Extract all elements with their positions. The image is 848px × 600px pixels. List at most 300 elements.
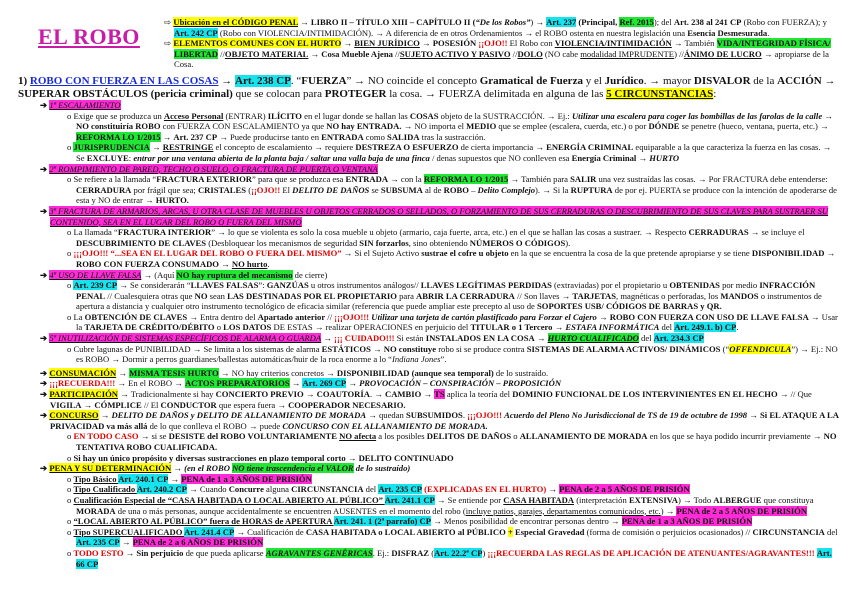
- text-segment: → Si el Sujeto Activo: [341, 248, 422, 259]
- sub-bullet-item: [18, 227, 840, 248]
- text-segment: // Cualesquiera otras que: [105, 290, 195, 301]
- text-segment: EXTENSIVA: [628, 494, 678, 505]
- text-segment: NO tiene trascendencia el VALOR: [232, 463, 354, 474]
- text-segment: //: [217, 48, 225, 59]
- text-segment: DOMINIO FUNCIONAL DE LOS INTERVINIENTES EN EL HECHO: [512, 389, 778, 400]
- text-segment: PENA de 2 a 5 AÑOS DE PRISIÓN: [559, 484, 690, 495]
- text-segment: El Robo con: [509, 38, 555, 49]
- text-segment: COAUTORÍA: [316, 389, 370, 400]
- text-segment: Delito Complejo: [477, 184, 536, 195]
- text-segment: NO hurto: [231, 258, 268, 269]
- text-segment: de cierre): [292, 269, 328, 280]
- text-segment: o: [511, 431, 520, 442]
- text-segment: CRISTALES: [197, 184, 247, 195]
- text-segment: SALIR: [570, 174, 597, 185]
- document-title: EL ROBO: [38, 24, 140, 49]
- text-segment: CERRADURAS: [688, 227, 749, 238]
- text-segment: → con la: [388, 174, 424, 185]
- text-segment: :: [713, 87, 717, 100]
- text-segment: RUPTURA: [570, 184, 613, 195]
- text-segment: Energía Criminal: [571, 152, 637, 163]
- text-segment: →: [821, 75, 836, 87]
- text-segment: 1): [18, 75, 30, 87]
- text-segment: o: [67, 110, 74, 121]
- text-segment: → Entra dentro del: [187, 311, 258, 322]
- text-segment: POSESIÓN: [432, 38, 477, 49]
- text-segment: MEDIO: [466, 121, 497, 132]
- text-segment: Esencia Desmesurada: [687, 27, 768, 38]
- text-segment: ).: [565, 237, 571, 248]
- text-segment: del: [363, 484, 379, 495]
- text-segment: Art. 241.1 CP: [384, 494, 435, 505]
- text-segment: → apropiarse de la Cosa.: [174, 48, 829, 70]
- text-segment: (forma de comisión o perjuicios ocasionados) //: [584, 526, 753, 537]
- text-segment: HURTO: [649, 152, 680, 163]
- text-segment: ➔: [40, 269, 50, 280]
- text-segment: equiparable a la que caracteriza la fuerza en las cosas. → Se: [76, 142, 832, 163]
- text-segment: → si se: [138, 431, 169, 442]
- text-segment: HURTO CUALIFICADO: [547, 333, 639, 344]
- text-segment: PARTICIPACIÓN: [49, 389, 118, 400]
- sub-bullet-item: [18, 516, 840, 527]
- text-segment: ): [482, 547, 488, 558]
- text-segment: VIDA/INTEGRIDAD FÍSICA/ LIBERTAD: [174, 38, 831, 59]
- text-segment: LOS DATOS: [223, 322, 272, 333]
- text-segment: ¡¡¡ CUIDADO!!!: [334, 333, 395, 344]
- text-segment: (Robo con VIOLENCIA/INTIMIDACIÓN). → A diferencia de en otros Ordenamientos → el ROBO ostenta en nuestra legislación una: [217, 27, 688, 38]
- text-segment: ROBO CON FUERZA EN LAS COSAS: [29, 75, 219, 87]
- text-segment: Acuerdo del Pleno No Jurisdiccional de TS de 19 de octubre de 1998: [504, 410, 748, 421]
- text-segment: →: [308, 48, 322, 59]
- text-segment: ”) → Ej.: NO es ROBO → Dormir a perros guardianes/ballestas automáticas/huir de la roca enorme a lo “: [76, 343, 838, 365]
- sub-bullet-item: [18, 344, 840, 365]
- text-segment: La llamada “: [73, 227, 118, 238]
- text-segment: Utilizar una tarjeta de cartón plastificado para Forzar el Cajero: [371, 311, 597, 322]
- text-segment: por medio: [719, 280, 760, 291]
- text-segment: →: [419, 38, 433, 49]
- text-segment: VIGILA: [50, 399, 82, 410]
- text-segment: Art. 235 CP: [76, 537, 120, 548]
- text-segment: o: [67, 473, 74, 484]
- text-segment: NO constituiría ROBO: [76, 121, 161, 132]
- text-segment: LLAVES FALSAS: [190, 280, 259, 291]
- text-segment: →: [747, 410, 760, 421]
- text-segment: PROVOCACIÓN – CONSPIRACIÓN – PROPOSICIÓN: [359, 378, 562, 389]
- text-segment: Gramatical de Fuerza: [479, 75, 583, 87]
- text-segment: se penetre (hueco, ventana, puerta, etc.) →: [679, 121, 829, 132]
- text-segment: →: [116, 367, 130, 378]
- text-segment: ) → Todo: [677, 494, 714, 505]
- text-segment: NÚMEROS O CÓDIGOS: [469, 237, 566, 248]
- text-segment: NO hay ENTRADA.: [326, 121, 402, 132]
- text-segment: a los posibles: [376, 431, 427, 442]
- text-segment: COOPERADOR NECESARIO.: [288, 399, 406, 410]
- text-segment: COSAS: [409, 110, 439, 121]
- text-segment: SUBSUMA: [380, 184, 423, 195]
- text-segment: →: [552, 322, 566, 333]
- text-segment: ➔: [40, 205, 50, 216]
- text-segment: SIN forzarlos: [359, 237, 409, 248]
- text-segment: Art. 237 CP: [173, 131, 218, 142]
- text-segment: ¡¡¡OJO!!! “...SEA EN EL LUGAR DEL ROBO O FUERA DEL MISMO”: [73, 248, 342, 259]
- bullet-item: [18, 333, 840, 344]
- text-segment: se: [369, 184, 381, 195]
- text-segment: 1ª ESCALAMIENTO: [49, 100, 121, 110]
- text-segment: ¡¡¡RECUERDA LAS REGLAS DE APLICACIÓN DE ATENUANTES/AGRAVANTES!!!: [487, 547, 815, 558]
- text-segment: . Ej.:: [372, 547, 392, 558]
- text-segment: EXCLUYE: [86, 152, 129, 163]
- text-segment: SUJETO ACTIVO Y PASIVO: [399, 48, 511, 59]
- text-segment: Jurídico: [604, 75, 644, 87]
- text-segment: –: [468, 184, 478, 195]
- text-segment: el concepto de escalamiento → requiere: [213, 142, 356, 153]
- text-segment: o: [67, 452, 74, 463]
- text-segment: Art. 235 CP: [378, 484, 423, 495]
- text-segment: o: [67, 494, 74, 505]
- text-segment: la cosa. → FUERZA delimitada en alguna de las: [386, 87, 607, 100]
- text-segment: o: [67, 248, 74, 259]
- text-segment: Art. 66 CP: [76, 547, 832, 569]
- text-segment: o: [67, 431, 74, 442]
- text-segment: CONCURSO CON EL ALLANAMIENTO DE MORADA.: [282, 420, 488, 431]
- text-segment: de lo sustraído.: [493, 367, 549, 378]
- text-segment: NO TENTATIVA ROBO CUALIFICADA.: [76, 431, 837, 452]
- text-segment: o: [67, 142, 74, 153]
- text-segment: que se colocan para: [232, 87, 325, 100]
- text-segment: // El: [141, 399, 161, 410]
- text-segment: Art. 249.1. b) CP: [674, 322, 737, 333]
- text-segment: TITULAR o 1 Tercero: [470, 322, 553, 333]
- text-segment: ). → Si la: [535, 184, 571, 195]
- text-segment: // Son llaves →: [514, 290, 573, 301]
- text-segment: DE ESTAS → realizar OPERACIONES en perjuicio del: [271, 322, 471, 333]
- text-segment: ESTAFA INFORMÁTICA: [565, 322, 660, 333]
- text-segment: de la: [750, 75, 778, 87]
- text-segment: (en el ROBO: [184, 463, 233, 474]
- text-segment: → LIBRO II – TÍTULO XIII – CAPÍTULO II (: [297, 17, 476, 27]
- text-segment: CASA HABITADA: [503, 494, 575, 505]
- text-segment: Art. 241.4 CP: [184, 526, 235, 537]
- text-segment: .: [767, 27, 770, 38]
- text-segment: Apartado anterior: [257, 311, 326, 322]
- text-segment: al de: [422, 184, 444, 195]
- text-segment: modalidad IMPRUDENTE: [580, 48, 675, 59]
- bullet-item: [18, 368, 840, 379]
- sub-bullet-item: [18, 111, 840, 143]
- text-segment: :: [128, 152, 134, 163]
- text-segment: → NO hay criterios concretos →: [218, 367, 337, 378]
- text-segment: (“: [720, 343, 730, 354]
- text-segment: CERRADURA: [76, 184, 132, 195]
- text-segment: TARJETA DE CRÉDITO/DÉBITO: [84, 322, 215, 333]
- text-segment: NO: [194, 290, 208, 301]
- sub-bullet-item: [18, 431, 840, 452]
- text-segment: →: [546, 484, 560, 495]
- text-segment: → Se entiende por: [434, 494, 504, 505]
- text-segment: ÁNIMO DE LUCRO: [683, 48, 762, 59]
- text-segment: ENTRADA: [345, 174, 389, 185]
- sub-bullet-item: [18, 453, 840, 464]
- text-segment: DESCUBRIMIENTO DE CLAVES: [76, 237, 207, 248]
- text-segment: Si EL ATAQUE A LA PRIVACIDAD va más allá: [50, 410, 839, 431]
- header-notes: [164, 17, 840, 70]
- text-segment: (: [429, 547, 435, 558]
- text-segment: PENA de 1 a 3 AÑOS DE PRISIÓN: [621, 516, 753, 527]
- text-segment: u otros instrumentos análogos//: [308, 280, 421, 291]
- text-segment: →: [123, 547, 137, 558]
- text-segment: //: [325, 311, 335, 322]
- text-segment: ¡¡OJO!!: [476, 38, 510, 49]
- text-segment: //: [510, 48, 518, 59]
- text-segment: DESISTE del ROBO VOLUNTARIAMENTE: [168, 431, 337, 442]
- text-segment: PENA de 2 a 6 AÑOS DE PRISIÓN: [132, 537, 264, 548]
- text-segment: Exige que se produzca un: [73, 110, 164, 121]
- text-segment: ALLANAMIENTO DE MORADA: [519, 431, 648, 442]
- text-segment: “LOCAL ABIERTO AL PÚBLICO” fuera de HORAS de APERTURA: [73, 516, 334, 527]
- text-segment: REFORMA LO 1/2015: [423, 174, 509, 185]
- text-segment: →: [345, 452, 359, 463]
- text-segment: →: [168, 473, 182, 484]
- text-segment: NO constituye: [383, 343, 437, 354]
- text-segment: ROBO CON FUERZA CONSUMADO: [76, 258, 219, 269]
- text-segment: →: [824, 248, 836, 259]
- text-segment: MANDOS: [720, 290, 759, 301]
- text-segment: (NO cabe: [542, 48, 581, 59]
- text-segment: →: [98, 410, 112, 421]
- bullet-item: [18, 463, 840, 474]
- text-segment: .: [736, 322, 739, 333]
- text-segment: →: [596, 311, 610, 322]
- text-segment: SOPORTES USB/ CÓDIGOS DE BARRAS y QR.: [537, 301, 722, 312]
- text-segment: DISVALOR: [693, 75, 751, 87]
- text-segment: →: [822, 110, 833, 121]
- text-segment: o: [67, 227, 74, 238]
- text-segment: ) →: [660, 505, 677, 516]
- text-segment: ) →: [530, 17, 547, 27]
- text-segment: o: [67, 280, 74, 291]
- text-segment: ➔: [40, 389, 50, 400]
- text-segment: Art. 242 CP: [174, 27, 218, 38]
- text-segment: TS: [434, 389, 445, 400]
- text-segment: (extraviadas) por el propietario u: [551, 280, 670, 291]
- text-segment: GANZÚAS: [266, 280, 309, 291]
- text-segment: →: [421, 389, 435, 400]
- text-segment: en el lugar donde se hallan las: [301, 110, 410, 121]
- text-segment: Cosa Mueble Ajena: [321, 48, 393, 59]
- text-segment: ➔: [40, 378, 50, 389]
- text-segment: ILÍCITO: [267, 110, 302, 121]
- bullet-item: [18, 389, 840, 410]
- text-segment: MISMA TESIS HURTO: [129, 367, 219, 378]
- text-segment: como: [363, 131, 388, 142]
- sub-bullet-item: [18, 142, 840, 163]
- text-segment: Cualificación Especial de “CASA HABITADA O LOCAL ABIERTO AL PÚBLICO”: [73, 494, 385, 505]
- text-segment: de que pueda aplicarse: [183, 547, 266, 558]
- text-segment: o: [67, 547, 74, 558]
- sub-bullet-item: [18, 280, 840, 312]
- text-segment: . → mayor: [643, 75, 694, 87]
- text-segment: robo si se produce contra: [436, 343, 527, 354]
- text-segment: EN TODO CASO: [73, 431, 139, 442]
- text-segment: FRACTURA EXTERIOR: [156, 174, 252, 185]
- text-segment: (Robo con FUERZA); y: [741, 17, 827, 27]
- text-segment: →: [370, 343, 384, 354]
- sub-bullet-item: [18, 248, 840, 269]
- text-segment: (Principal,: [576, 17, 620, 27]
- text-segment: OBTENIDAS: [669, 280, 720, 291]
- text-segment: o: [67, 311, 74, 322]
- text-segment: o instrumentos de apertura a distancia y cualquier otro instrumento tecnológico de eficacia similar (referencia que puede ampliar este precepto al uso de: [76, 290, 822, 312]
- section-heading: [18, 75, 840, 100]
- sub-bullet-item: [18, 548, 840, 569]
- text-segment: del: [638, 333, 654, 344]
- text-segment: PROTEGER: [324, 87, 387, 100]
- text-segment: Art. 240.1 CP: [118, 473, 169, 484]
- text-segment: INSTALADOS EN LA COSA: [425, 333, 535, 344]
- text-segment: Tipo SUPERCUALIFICADO: [73, 526, 185, 537]
- text-segment: objeto de la SUSTRACCIÓN. → Ej.:: [438, 110, 572, 121]
- text-segment: CONDUCTOR: [160, 399, 217, 410]
- bullet-item: [18, 100, 840, 111]
- text-segment: ➔: [40, 367, 50, 378]
- text-segment: FUERZA: [301, 75, 347, 87]
- text-segment: PENA de 1 a 3 AÑOS DE PRISIÓN: [181, 473, 312, 484]
- text-segment: o: [67, 516, 74, 527]
- text-segment: que se emplee (escalera, cuerda, etc.) o por: [496, 121, 649, 132]
- text-segment: ⇨: [164, 17, 174, 27]
- text-segment: sustrae el cofre u objeto: [421, 248, 509, 259]
- text-segment: //: [392, 48, 400, 59]
- text-segment: que espera fuera →: [216, 399, 289, 410]
- text-segment: JURISPRUDENCIA: [73, 142, 150, 153]
- bullet-item: [18, 410, 840, 431]
- text-segment: →: [218, 75, 235, 87]
- text-segment: →: [119, 537, 133, 548]
- text-segment: ➔: [40, 333, 50, 344]
- text-segment: ENTRADA: [321, 131, 364, 142]
- text-segment: tras la sustracción.: [419, 131, 486, 142]
- text-segment: CIRCUNSTANCIA: [291, 484, 364, 495]
- text-segment: ELEMENTOS COMUNES CON EL HURTO: [173, 38, 342, 49]
- text-segment: de una o más personas, aunque accidentalmente se encuentren AUSENTES en el momento del robo (: [115, 505, 466, 516]
- text-segment: ➔: [40, 163, 50, 174]
- text-segment: →: [303, 389, 317, 400]
- text-segment: VIOLENCIA/INTIMIDACIÓN: [554, 38, 672, 49]
- text-segment: NO afecta: [339, 431, 377, 442]
- text-segment: ACCIÓN: [777, 75, 822, 87]
- text-segment: +: [507, 526, 513, 537]
- text-segment: que constituya: [761, 494, 814, 505]
- text-segment: OFFENDICULA: [729, 343, 792, 354]
- text-segment: →: [534, 333, 548, 344]
- text-segment: SISTEMAS DE ALARMA ACTIVOS/ DINÁMICOS: [526, 343, 721, 354]
- text-segment: CÓMPLICE: [94, 399, 142, 410]
- text-segment: , magnéticas o perforadas, los: [616, 290, 721, 301]
- text-segment: CONCIERTO PREVIO: [215, 389, 304, 400]
- text-segment: ⇨: [164, 38, 174, 49]
- text-segment: HURTO.: [155, 195, 189, 206]
- text-segment: ➔: [40, 410, 50, 421]
- text-segment: aplica la teoría del: [444, 389, 513, 400]
- text-segment: en la que se encuentra la cosa de la que pretende apropiarse y se tiene: [508, 248, 752, 259]
- text-segment: por frágil que sea;: [131, 184, 198, 195]
- text-segment: FRACTURA INTERIOR: [117, 227, 212, 238]
- text-segment: incluye patios, garajes, departamentos comunicados, etc.: [465, 505, 661, 516]
- text-segment: El: [280, 184, 293, 195]
- text-segment: Especial Gravedad: [514, 526, 585, 537]
- header-paragraph: [164, 38, 840, 70]
- text-segment: (: [246, 184, 252, 195]
- text-segment: CAMBIO: [384, 389, 422, 400]
- text-segment: de lo que conlleva el ROBO → puede: [147, 420, 283, 431]
- text-segment: y el: [582, 75, 605, 87]
- text-segment: → se incluye el: [748, 227, 805, 238]
- text-segment: ”.: [440, 354, 447, 365]
- text-segment: CASA HABITADA o LOCAL ABIERTO al PÚBLICO: [305, 526, 506, 537]
- text-segment: →: [149, 142, 163, 153]
- text-segment: en los que se haya podido incurrir previamente →: [647, 431, 824, 442]
- text-segment: DELITO CONTINUADO: [358, 452, 454, 463]
- text-segment: MORADA: [76, 505, 116, 516]
- text-segment: (interpretación: [574, 494, 629, 505]
- bullet-item: [18, 206, 840, 227]
- text-segment: Si hay un único propósito y diversas sustracciones en plazo temporal corto: [73, 452, 346, 463]
- text-segment: ” → lo que se violenta es solo la cosa mueble u objeto (armario, caja fuerte, arca, etc.) en el que se hallan las cosas a sustraer. → Respecto: [211, 227, 689, 238]
- text-segment: 5ª INUTILIZACIÓN DE SISTEMAS ESPECÍFICOS DE ALARMA O GUARDA: [49, 333, 322, 344]
- text-segment: Art. 240.2 CP: [136, 484, 187, 495]
- text-segment: ALBERGUE: [713, 494, 762, 505]
- text-segment: OBJETO MATERIAL: [224, 48, 309, 59]
- text-segment: Art. 234.3 CP: [653, 333, 704, 344]
- text-segment: →: [81, 399, 95, 410]
- text-segment: Acceso Personal: [163, 110, 224, 121]
- text-segment: o: [67, 484, 74, 495]
- text-segment: →: [636, 152, 650, 163]
- text-segment: .: [267, 258, 270, 269]
- text-segment: DELITO DE DAÑOS y DELITO DE ALLANAMIENTO DE MORADA: [111, 410, 367, 421]
- text-segment: → quedan: [366, 410, 406, 421]
- bullet-item: [18, 164, 840, 175]
- text-segment: ESTÁTICOS: [321, 343, 371, 354]
- text-segment: DISFRAZ: [391, 547, 430, 558]
- text-segment: . →: [369, 389, 385, 400]
- text-segment: (Desbloquear los mecanismos de seguridad: [206, 237, 360, 248]
- header-paragraph: [164, 17, 840, 38]
- text-segment: TARJETAS: [572, 290, 617, 301]
- text-segment: o: [67, 174, 74, 185]
- text-segment: (ENTRAR): [223, 110, 268, 121]
- text-segment: DELITO DE DAÑOS: [292, 184, 370, 195]
- text-segment: → Menos posibilidad de encontrar personas dentro →: [430, 516, 622, 527]
- text-segment: ➔: [40, 463, 50, 474]
- text-segment: una vez sustraídas las cosas. → Por FRACTURA debe entenderse:: [596, 174, 828, 185]
- text-segment: La: [73, 311, 85, 322]
- text-segment: SUBSUMIDOS: [405, 410, 463, 421]
- text-segment: o: [214, 322, 224, 333]
- text-segment: Art. 238 CP: [235, 75, 291, 87]
- text-segment: ” para que se produzca esa: [252, 174, 346, 185]
- text-segment: ¡¡OJO!!: [251, 184, 281, 195]
- text-segment: → Tradicionalmente si hay: [117, 389, 216, 400]
- text-segment: → // Que: [777, 389, 812, 400]
- text-segment: LAS DESTINADAS POR EL PROPIETARIO: [227, 290, 397, 301]
- text-segment: Cubre lagunas de PUNIBILIDAD → Se limita a los sistemas de alarma: [73, 343, 322, 354]
- text-segment: 5 CIRCUNSTANCIAS: [606, 87, 714, 100]
- text-segment: DÓNDE: [648, 121, 680, 132]
- text-segment: → Cualificación de: [234, 526, 306, 537]
- text-segment: 3ª FRACTURA DE ARMARIOS, ARCAS, U OTRA CLASE DE MUEBLES U OBJETOS CERRADOS O SELLADOS, O FORZAMIENTO DE SUS CERRADURAS O DESCUBRIMIENTO DE SUS CLAVES PARA SUSTRAER SU CONTENIDO, SEA EN EL LUGAR DEL ROBO O FUERA DEL MISMO: [49, 205, 829, 227]
- text-segment: , sino obteniendo: [408, 237, 470, 248]
